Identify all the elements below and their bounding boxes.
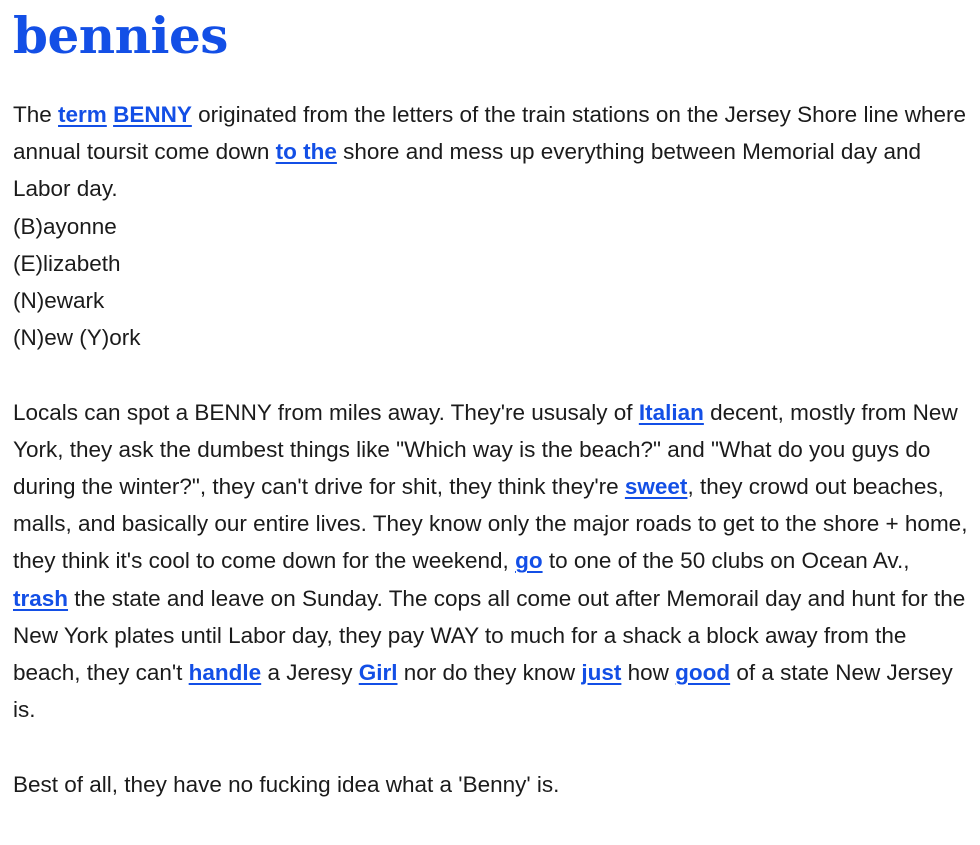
meaning-text: shore and mess up everything between Memorial day and Labor day. [13, 139, 921, 202]
italian-link[interactable]: Italian [638, 399, 704, 425]
meaning-text: the state and leave on Sunday. The cops all come out after Memorail day and hunt for the New York plates until Labor day, they pay WAY to much for a shack a block away from the beach, they can't [13, 585, 966, 686]
meaning-text: Locals can spot a BENNY from miles away. They're ususaly of [13, 399, 639, 425]
good-link[interactable]: good [675, 660, 731, 686]
sweet-link[interactable]: sweet [624, 474, 688, 500]
meaning-text: to one of the 50 clubs on Ocean Av., [542, 548, 910, 574]
definition-meaning [13, 96, 968, 803]
term-link[interactable]: term [58, 102, 107, 127]
closing-sentence: Best of all, they have no fucking idea what a 'Benny' is. [13, 771, 560, 797]
station-line-elizabeth: (E)lizabeth [13, 250, 121, 276]
word-title-link[interactable]: bennies [13, 6, 228, 65]
paragraph-spacer [13, 728, 968, 765]
station-line-newark: (N)ewark [13, 288, 105, 314]
station-line-new-york: (N)ew (Y)ork [13, 325, 141, 351]
benny-link[interactable]: BENNY [113, 102, 192, 127]
meaning-text: decent, mostly from New York, they ask the dumbest things like "Which way is the beach?" and "What do you guys do during the winter?", they can't drive for shit, they think they're [13, 399, 958, 500]
meaning-text: of a state New Jersey is. [13, 660, 953, 723]
trash-link[interactable]: trash [13, 585, 69, 611]
station-line-bayonne: (B)ayonne [13, 213, 117, 239]
handle-link[interactable]: handle [188, 660, 262, 686]
meaning-text: The [13, 102, 59, 127]
meaning-text: a Jeresy [261, 660, 359, 686]
paragraph-spacer [13, 356, 968, 393]
meaning-text: , they crowd out beaches, malls, and basically our entire lives. They know only the major roads to get to the shore + home, they think it's cool to come down for the weekend, [13, 474, 968, 574]
girl-link[interactable]: Girl [358, 660, 398, 686]
meaning-text: how [621, 660, 676, 686]
definition-entry [13, 4, 968, 803]
meaning-text: nor do they know [397, 660, 582, 686]
go-link[interactable]: go [515, 548, 543, 574]
just-link[interactable]: just [581, 660, 622, 686]
meaning-text: originated from the letters of the train stations on the Jersey Shore line where annual toursit come down [13, 102, 967, 165]
to-the-link[interactable]: to the [275, 139, 337, 165]
